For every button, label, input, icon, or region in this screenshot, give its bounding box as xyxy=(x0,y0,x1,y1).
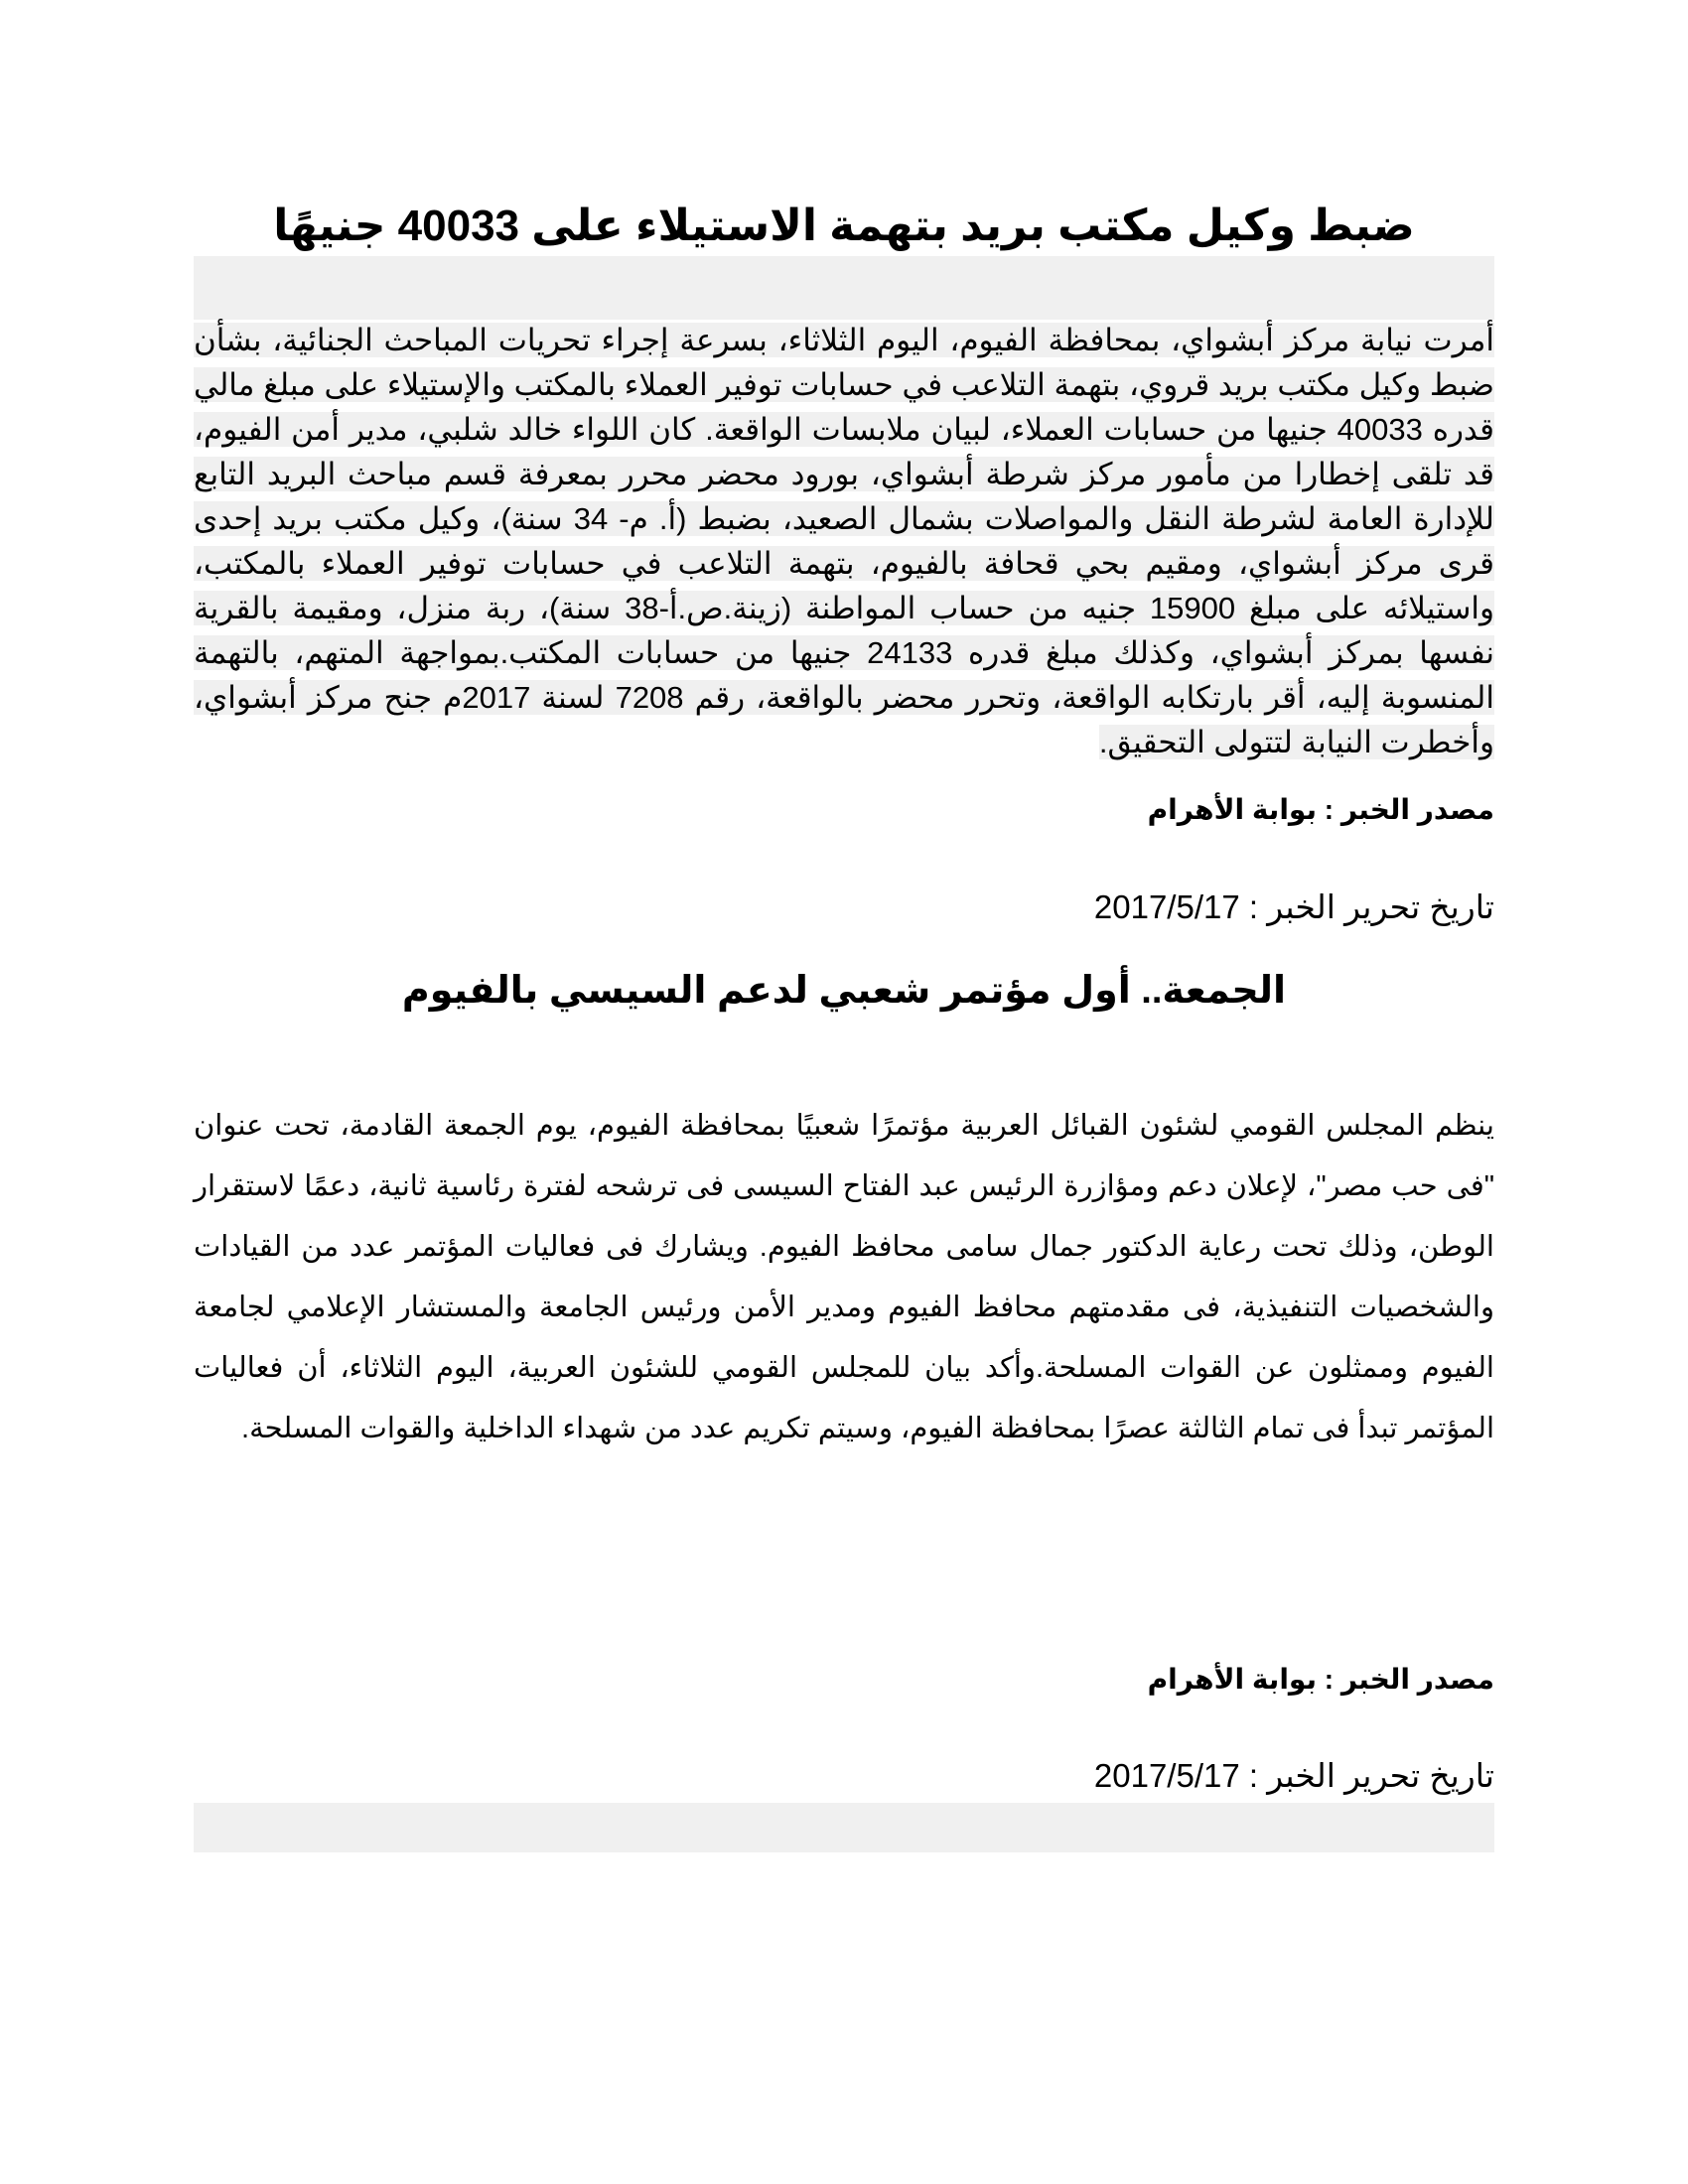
article-2-source: مصدر الخبر : بوابة الأهرام xyxy=(1147,1664,1494,1695)
article-2-body: ينظم المجلس القومي لشئون القبائل العربية مؤتمرًا شعبيًا بمحافظة الفيوم، يوم الجمعة القادمة، تحت عنوان "فى حب مصر"، لإعلان دعم ومؤازرة الرئيس عبد الفتاح السيسى فى ترشحه لفترة رئاسية ثانية، دعمًا لاستقرار الوطن، وذلك تحت رعاية الدكتور جمال سامى محافظ الفيوم. ويشارك فى فعاليات المؤتمر عدد من القيادات والشخصيات التنفيذية، فى مقدمتهم محافظ الفيوم ومدير الأمن ورئيس الجامعة والمستشار الإعلامي لجامعة الفيوم وممثلون عن القوات المسلحة.وأكد بيان للمجلس القومي للشئون العربية، اليوم الثلاثاء، أن فعاليات المؤتمر تبدأ فى تمام الثالثة عصرًا بمحافظة الفيوم، وسيتم تكريم عدد من شهداء الداخلية والقوات المسلحة. xyxy=(194,1110,1494,1444)
article-2-date: تاريخ تحرير الخبر : 2017/5/17 xyxy=(1093,1757,1494,1794)
article-1-date: تاريخ تحرير الخبر : 2017/5/17 xyxy=(1093,888,1494,925)
article-1-shaded-band xyxy=(194,256,1494,320)
article-1-body-text: أمرت نيابة مركز أبشواي، بمحافظة الفيوم، اليوم الثلاثاء، بسرعة إجراء تحريات المباحث الجنائية، بشأن ضبط وكيل مكتب بريد قروي، بتهمة التلاعب في حسابات توفير العملاء بالمكتب والإستيلاء على مبلغ مالي قدره 40033 جنيها من حسابات العملاء، لبيان ملابسات الواقعة. كان اللواء خالد شلبي، مدير أمن الفيوم، قد تلقى إخطارا من مأمور مركز شرطة أبشواي، بورود محضر محرر بمعرفة قسم مباحث البريد التابع للإدارة العامة لشرطة النقل والمواصلات بشمال الصعيد، بضبط (أ. م- 34 سنة)، وكيل مكتب بريد إحدى قرى مركز أبشواي، ومقيم بحي قحافة بالفيوم، بتهمة التلاعب في حسابات توفير العملاء بالمكتب، واستيلائه على مبلغ 15900 جنيه من حساب المواطنة (زينة.ص.أ-38 سنة)، ربة منزل، ومقيمة بالقرية نفسها بمركز أبشواي، وكذلك مبلغ قدره 24133 جنيها من حسابات المكتب.بمواجهة المتهم، بالتهمة المنسوبة إليه، أقر بارتكابه الواقعة، وتحرر محضر بالواقعة، رقم 7208 لسنة 2017م جنح مركز أبشواي، وأخطرت النيابة لتتولى التحقيق. xyxy=(194,323,1495,759)
article-1-source: مصدر الخبر : بوابة الأهرام xyxy=(1147,794,1494,825)
article-2-shaded-band xyxy=(194,1803,1494,1852)
article-1-body xyxy=(194,318,1494,764)
article-2-title: الجمعة.. أول مؤتمر شعبي لدعم السيسي بالفيوم xyxy=(401,970,1287,1012)
article-1-title: ضبط وكيل مكتب بريد بتهمة الاستيلاء على 40033 جنيهًا xyxy=(273,202,1415,250)
